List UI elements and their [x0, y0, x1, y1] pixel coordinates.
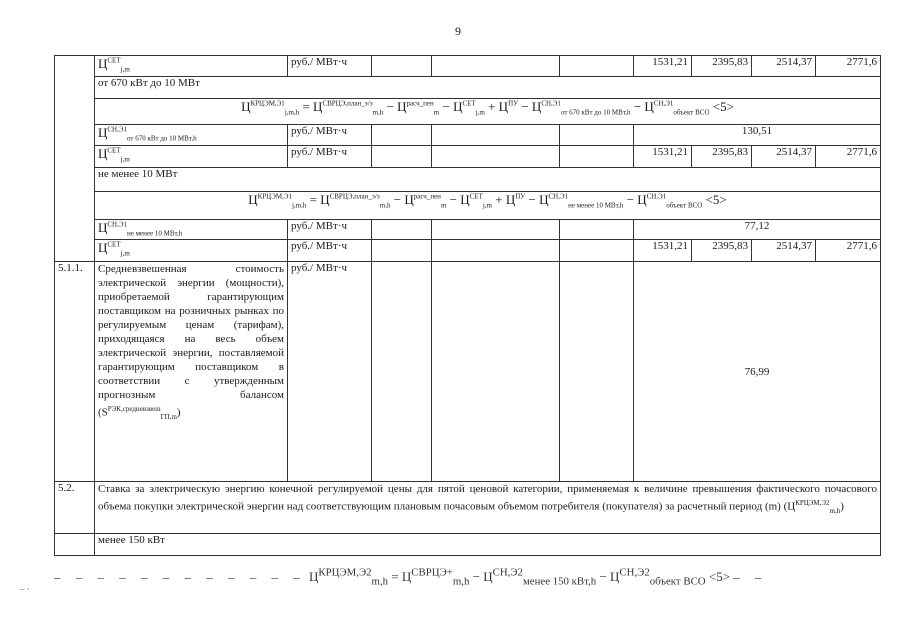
table-row	[55, 262, 881, 482]
value-cell: 2395,83	[692, 56, 752, 77]
empty-cell	[55, 534, 95, 556]
formula-row: $Ц^{КРЦЭМ,Э1}_{j,m,h} = Ц^{СВРЦЭ,план\_э/э}_{m,h} - Ц^{расч\_пен}_m - Ц^{СЕТ}_{j,m} + Ц^{ПУ} - Ц^{СН,Э1}_{не менее 10 МВт,h} - Ц^{СН,Э1}_{объект ВСО} <5>$	[95, 192, 881, 220]
scan-artifact: – ·	[20, 584, 30, 594]
empty-cell	[560, 56, 634, 77]
empty-cell	[432, 125, 560, 146]
empty-cell	[372, 56, 432, 77]
section-number: 5.2.	[55, 482, 95, 534]
unit-cell: руб./ МВт·ч	[288, 56, 372, 77]
table-row	[55, 534, 881, 556]
unit-cell: руб./ МВт·ч	[288, 220, 372, 240]
unit-cell: руб./ МВт·ч	[288, 262, 372, 482]
table-row	[55, 99, 881, 125]
unit-cell: руб./ МВт·ч	[288, 125, 372, 146]
formula-row-dashed: – – – – – – – – – – – – $Ц^{КРЦЭМ,Э2}_{m,h} = Ц^{СВРЦЭ+}_{m,h} - Ц^{СН,Э2}_{менее 150 кВт,h} - Ц^{СН,Э2}_{объект ВСО} <5>$ – –	[54, 567, 768, 588]
value-cell: 130,51	[634, 125, 881, 146]
empty-cell	[372, 220, 432, 240]
value-cell: 1531,21	[634, 240, 692, 262]
empty-cell	[372, 240, 432, 262]
value-cell: 2395,83	[692, 240, 752, 262]
table-row	[55, 146, 881, 168]
group-label: от 670 кВт до 10 МВт	[95, 77, 881, 99]
table-row	[55, 77, 881, 99]
empty-cell	[560, 262, 634, 482]
empty-cell	[372, 146, 432, 168]
empty-cell	[560, 240, 634, 262]
section-number: 5.1.1.	[55, 262, 95, 482]
value-cell: 2771,6	[816, 146, 881, 168]
table-row	[55, 56, 881, 77]
table-row	[55, 168, 881, 192]
item-description: Ставка за электрическую энергию конечной регулируемой цены для пятой ценовой категории, применяемая к величине превышения фактического почасового объема покупки электрической энергии над соответствующим плановым почасовым объемом потребителя (покупателя) за расчетный период (m) $(Ц^{КРЦЭМ,Э2}_{m,h})$	[95, 482, 881, 534]
value-cell: 2514,37	[752, 146, 816, 168]
table-row	[55, 240, 881, 262]
symbol-cell: $Ц^{СЕТ}_{j,m}$	[95, 56, 288, 77]
value-cell: 2514,37	[752, 240, 816, 262]
value-cell: 1531,21	[634, 146, 692, 168]
value-cell: 1531,21	[634, 56, 692, 77]
empty-cell	[432, 262, 560, 482]
empty-cell	[560, 220, 634, 240]
unit-cell: руб./ МВт·ч	[288, 146, 372, 168]
group-label: не менее 10 МВт	[95, 168, 881, 192]
group-label: менее 150 кВт	[95, 534, 881, 556]
page-number: 9	[455, 24, 461, 38]
symbol-cell: $Ц^{СЕТ}_{j,m}$	[95, 240, 288, 262]
empty-cell	[372, 262, 432, 482]
value-cell: 2771,6	[816, 56, 881, 77]
item-description: Средневзвешенная стоимость электрической энергии (мощности), приобретаемой гарантирующим поставщиком на розничных рынках по регулируемым ценам (тарифам), приходящаяся на весь объем электрической энергии, поставляемой гарантирующим поставщиком в соответствии с утвержденным прогнозным балансом $(S^{РЭК,средневзвеш}_{ГП,m})$	[95, 262, 288, 482]
table-row	[55, 192, 881, 220]
empty-cell	[432, 56, 560, 77]
empty-cell	[560, 125, 634, 146]
empty-cell	[432, 220, 560, 240]
symbol-cell: $Ц^{СН,Э1}_{не менее 10 МВт,h}$	[95, 220, 288, 240]
unit-cell: руб./ МВт·ч	[288, 240, 372, 262]
table-row	[55, 220, 881, 240]
empty-cell	[372, 125, 432, 146]
value-cell: 76,99	[634, 262, 881, 482]
table-row	[55, 482, 881, 534]
value-cell: 2514,37	[752, 56, 816, 77]
symbol-cell: $Ц^{СН,Э1}_{от 670 кВт до 10 МВт,h}$	[95, 125, 288, 146]
value-cell: 2771,6	[816, 240, 881, 262]
table-row	[55, 125, 881, 146]
empty-cell	[432, 240, 560, 262]
empty-cell	[432, 146, 560, 168]
symbol-cell: $Ц^{СЕТ}_{j,m}$	[95, 146, 288, 168]
section-number-empty	[55, 56, 95, 262]
value-cell: 77,12	[634, 220, 881, 240]
empty-cell	[560, 146, 634, 168]
formula-row: $Ц^{КРЦЭМ,Э1}_{j,m,h} = Ц^{СВРЦЭ,план\_э/э}_{m,h} - Ц^{расч\_пен}_m - Ц^{СЕТ}_{j,m} + Ц^{ПУ} - Ц^{СН,Э1}_{от 670 кВт до 10 МВт,h} - Ц^{СН,Э1}_{объект ВСО} <5>$	[95, 99, 881, 125]
value-cell: 2395,83	[692, 146, 752, 168]
tariff-table	[54, 55, 881, 556]
